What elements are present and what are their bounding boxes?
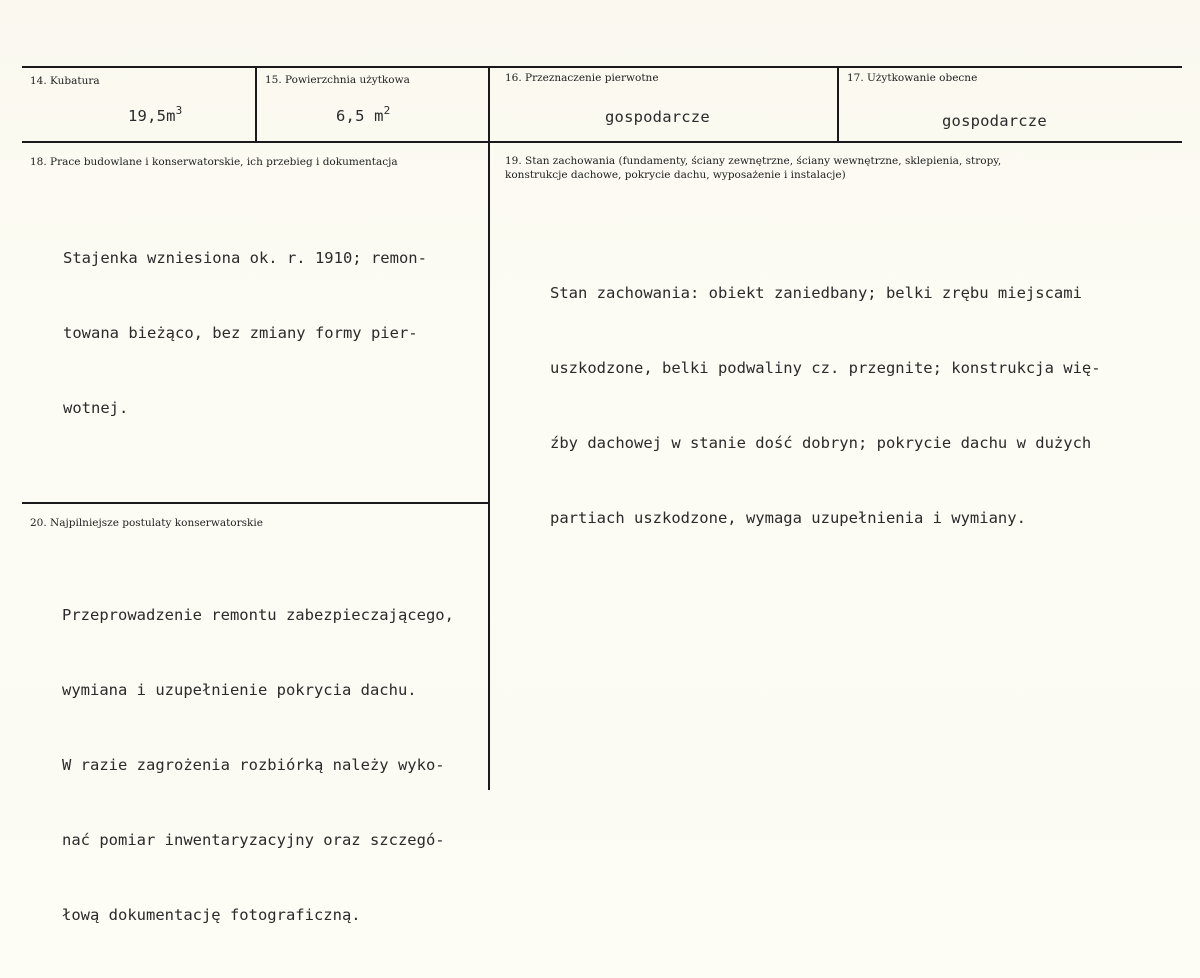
field-14-exponent: 3 [175,104,183,117]
divider-15-16 [488,67,490,142]
field-18-text [63,196,427,471]
field-18-line: wotnej. [63,399,129,417]
field-15-value [336,104,391,125]
field-15-exponent: 2 [383,104,391,117]
field-20-label: 20. Najpilniejsze postulaty konserwatorskie [30,517,263,529]
field-14-value [128,104,183,125]
field-19-label: 19. Stan zachowania (fundamenty, ściany zewnętrzne, ściany wewnętrzne, sklepienia, stropy, [505,155,1002,167]
divider-14-15 [255,67,257,142]
section-18-20-rule [22,502,488,504]
field-17-label: 17. Użytkowanie obecne [847,72,978,84]
top-rule [22,66,1182,68]
field-20-line: łową dokumentację fotograficzną. [62,906,361,924]
field-16-label: 16. Przeznaczenie pierwotne [505,72,659,84]
field-20-line: wymiana i uzupełnienie pokrycia dachu. [62,681,417,699]
field-14-value-text: 19,5m [128,107,176,125]
field-15-value-text: 6,5 m [336,107,384,125]
field-14-label: 14. Kubatura [30,75,100,87]
field-18-label: 18. Prace budowlane i konserwatorskie, ich przebieg i dokumentacja [30,156,398,168]
field-16-value: gospodarcze [605,108,710,126]
field-17-value: gospodarcze [942,112,1047,130]
main-column-divider [488,142,490,790]
field-18-line: Stajenka wzniesiona ok. r. 1910; remon- [63,249,427,267]
field-20-line: W razie zagrożenia rozbiórką należy wyko- [62,756,445,774]
field-19-line: Stan zachowania: obiekt zaniedbany; belki zrębu miejscami [550,284,1082,302]
field-20-line: Przeprowadzenie remontu zabezpieczającego, [62,606,454,624]
field-20-text [62,553,454,978]
field-19-line: źby dachowej w stanie dość dobryn; pokrycie dachu w dużych [550,434,1092,452]
divider-16-17 [837,67,839,142]
field-19-line: partiach uszkodzone, wymaga uzupełnienia i wymiany. [550,509,1026,527]
field-20-line: nać pomiar inwentaryzacyjny oraz szczegó- [62,831,445,849]
field-19-label-continued: konstrukcje dachowe, pokrycie dachu, wyposażenie i instalacje) [505,169,846,181]
field-18-line: towana bieżąco, bez zmiany formy pier- [63,324,418,342]
field-19-text [550,231,1101,581]
header-row-rule [22,141,1182,143]
field-15-label: 15. Powierzchnia użytkowa [265,74,410,86]
field-19-line: uszkodzone, belki podwaliny cz. przegnite; konstrukcja wię- [550,359,1101,377]
